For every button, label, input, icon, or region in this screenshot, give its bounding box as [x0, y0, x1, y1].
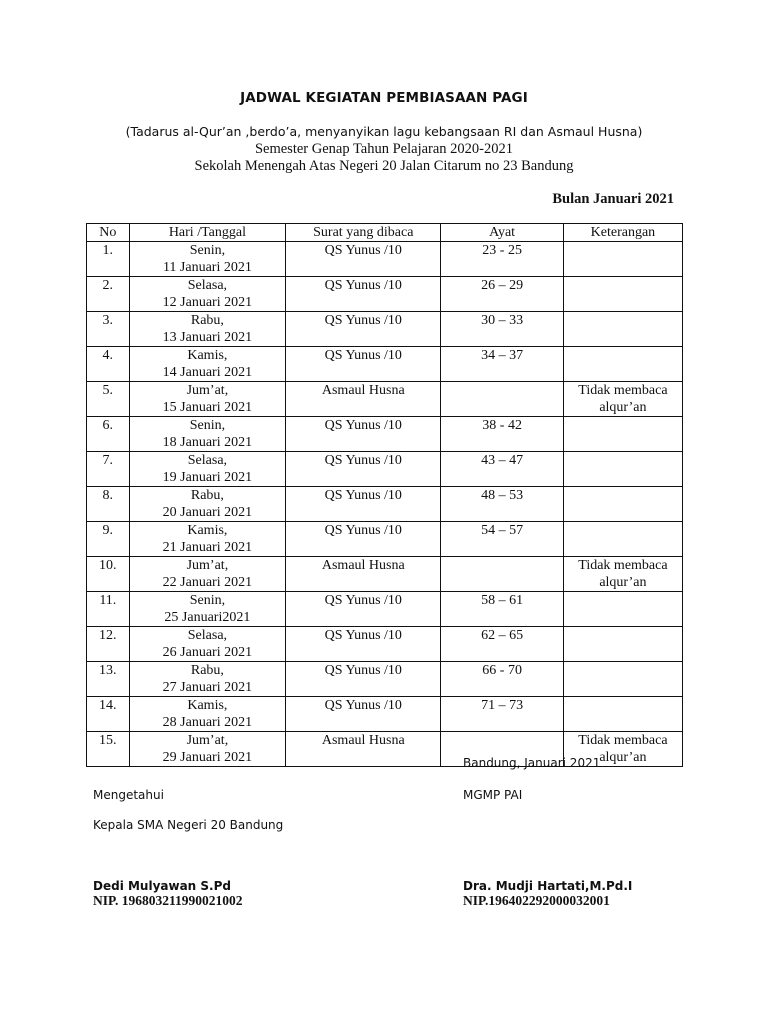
month-label: Bulan Januari 2021 — [552, 191, 674, 207]
cell-day-date — [129, 697, 286, 732]
row-date: 28 Januari 2021 — [162, 715, 253, 730]
cell-surah — [286, 312, 441, 347]
acknowledged-label: Mengetahui — [93, 788, 164, 802]
cell-surah — [286, 592, 441, 627]
schedule-body — [87, 242, 683, 767]
cell-note — [563, 662, 682, 697]
table-row — [87, 627, 683, 662]
row-note-line1: Tidak membaca — [578, 383, 668, 398]
cell-day-date — [129, 417, 286, 452]
cell-surah — [286, 662, 441, 697]
row-note-line1: Tidak membaca — [578, 733, 668, 748]
cell-note — [563, 347, 682, 382]
table-row — [87, 382, 683, 417]
row-date: 13 Januari 2021 — [162, 330, 253, 345]
cell-day-date — [129, 592, 286, 627]
cell-day-date — [129, 662, 286, 697]
row-day: Jum’at, — [186, 733, 229, 748]
row-ayat: 66 - 70 — [482, 663, 522, 678]
row-number: 10. — [99, 558, 117, 573]
row-date: 12 Januari 2021 — [162, 295, 253, 310]
row-day: Rabu, — [190, 313, 224, 328]
row-surah: QS Yunus /10 — [324, 453, 402, 468]
row-surah: Asmaul Husna — [321, 558, 405, 573]
cell-ayat — [441, 697, 563, 732]
row-note-line2: alqur’an — [599, 575, 647, 590]
cell-ayat — [441, 347, 563, 382]
cell-surah — [286, 417, 441, 452]
header-note: Keterangan — [563, 224, 682, 242]
table-row — [87, 592, 683, 627]
cell-day-date — [129, 732, 286, 767]
cell-no — [87, 627, 130, 662]
row-ayat: 43 – 47 — [481, 453, 524, 468]
cell-no — [87, 697, 130, 732]
cell-surah — [286, 732, 441, 767]
row-day: Kamis, — [187, 348, 228, 363]
row-day: Selasa, — [187, 453, 228, 468]
row-number: 14. — [99, 698, 117, 713]
cell-note — [563, 417, 682, 452]
cell-note — [563, 557, 682, 592]
cell-no — [87, 452, 130, 487]
row-day: Kamis, — [187, 698, 228, 713]
row-date: 11 Januari 2021 — [162, 260, 252, 275]
row-surah: QS Yunus /10 — [324, 278, 402, 293]
cell-surah — [286, 557, 441, 592]
row-ayat: 62 – 65 — [481, 628, 524, 643]
cell-note — [563, 382, 682, 417]
row-ayat: 26 – 29 — [481, 278, 524, 293]
row-surah: Asmaul Husna — [321, 383, 405, 398]
cell-surah — [286, 347, 441, 382]
row-day: Rabu, — [190, 488, 224, 503]
table-row — [87, 662, 683, 697]
cell-ayat — [441, 522, 563, 557]
table-row — [87, 557, 683, 592]
cell-ayat — [441, 592, 563, 627]
row-number: 9. — [102, 523, 114, 538]
cell-ayat — [441, 382, 563, 417]
cell-ayat — [441, 487, 563, 522]
cell-ayat — [441, 557, 563, 592]
cell-ayat — [441, 277, 563, 312]
row-number: 1. — [102, 243, 114, 258]
cell-surah — [286, 487, 441, 522]
cell-ayat — [441, 627, 563, 662]
cell-note — [563, 452, 682, 487]
row-number: 6. — [102, 418, 114, 433]
table-row — [87, 277, 683, 312]
table-header-row — [87, 224, 683, 242]
document-subtitle: (Tadarus al-Qur’an ,berdo’a, menyanyikan lagu kebangsaan RI dan Asmaul Husna) — [125, 124, 643, 139]
cell-day-date — [129, 627, 286, 662]
cell-ayat — [441, 242, 563, 277]
row-surah: QS Yunus /10 — [324, 663, 402, 678]
cell-no — [87, 277, 130, 312]
row-day: Rabu, — [190, 663, 224, 678]
cell-surah — [286, 382, 441, 417]
row-date: 29 Januari 2021 — [162, 750, 253, 765]
row-number: 8. — [102, 488, 114, 503]
schedule-table — [86, 223, 683, 767]
cell-surah — [286, 522, 441, 557]
document-title: JADWAL KEGIATAN PEMBIASAAN PAGI — [240, 90, 528, 106]
row-date: 22 Januari 2021 — [162, 575, 253, 590]
cell-no — [87, 487, 130, 522]
row-number: 11. — [99, 593, 117, 608]
table-row — [87, 417, 683, 452]
row-day: Jum’at, — [186, 383, 229, 398]
cell-no — [87, 592, 130, 627]
cell-day-date — [129, 382, 286, 417]
row-date: 26 Januari 2021 — [162, 645, 253, 660]
table-row — [87, 312, 683, 347]
cell-no — [87, 347, 130, 382]
cell-note — [563, 522, 682, 557]
cell-no — [87, 557, 130, 592]
row-day: Selasa, — [187, 278, 228, 293]
row-date: 15 Januari 2021 — [162, 400, 253, 415]
row-number: 7. — [102, 453, 114, 468]
table-row — [87, 522, 683, 557]
cell-day-date — [129, 522, 286, 557]
row-surah: QS Yunus /10 — [324, 313, 402, 328]
row-number: 5. — [102, 383, 114, 398]
table-row — [87, 347, 683, 382]
semester-line: Semester Genap Tahun Pelajaran 2020-2021 — [254, 141, 514, 157]
cell-day-date — [129, 452, 286, 487]
cell-note — [563, 312, 682, 347]
row-date: 20 Januari 2021 — [162, 505, 253, 520]
row-surah: QS Yunus /10 — [324, 243, 402, 258]
row-date: 25 Januari2021 — [164, 610, 251, 625]
row-number: 13. — [99, 663, 117, 678]
row-day: Senin, — [189, 243, 226, 258]
header-ayat: Ayat — [441, 224, 563, 242]
row-surah: QS Yunus /10 — [324, 488, 402, 503]
row-ayat: 23 - 25 — [482, 243, 522, 258]
row-date: 21 Januari 2021 — [162, 540, 253, 555]
cell-ayat — [441, 312, 563, 347]
row-number: 3. — [102, 313, 114, 328]
cell-surah — [286, 697, 441, 732]
row-ayat: 58 – 61 — [481, 593, 524, 608]
cell-note — [563, 277, 682, 312]
cell-note — [563, 697, 682, 732]
cell-day-date — [129, 277, 286, 312]
row-note-line1: Tidak membaca — [578, 558, 668, 573]
row-surah: QS Yunus /10 — [324, 698, 402, 713]
cell-day-date — [129, 487, 286, 522]
principal-name: Dedi Mulyawan S.Pd — [93, 879, 231, 893]
row-day: Selasa, — [187, 628, 228, 643]
row-number: 2. — [102, 278, 114, 293]
row-date: 19 Januari 2021 — [162, 470, 253, 485]
row-number: 15. — [99, 733, 117, 748]
cell-ayat — [441, 662, 563, 697]
row-surah: Asmaul Husna — [321, 733, 405, 748]
cell-no — [87, 522, 130, 557]
row-day: Kamis, — [187, 523, 228, 538]
row-number: 4. — [102, 348, 114, 363]
cell-note — [563, 242, 682, 277]
table-row — [87, 242, 683, 277]
row-date: 18 Januari 2021 — [162, 435, 253, 450]
cell-no — [87, 732, 130, 767]
teacher-nip: NIP.196402292000032001 — [463, 893, 610, 908]
row-surah: QS Yunus /10 — [324, 593, 402, 608]
cell-day-date — [129, 242, 286, 277]
header-surah: Surat yang dibaca — [286, 224, 441, 242]
cell-day-date — [129, 312, 286, 347]
header-day-date: Hari /Tanggal — [129, 224, 286, 242]
row-ayat: 48 – 53 — [481, 488, 524, 503]
principal-title: Kepala SMA Negeri 20 Bandung — [93, 818, 284, 832]
place-date: Bandung, Januari 2021 — [463, 756, 601, 770]
row-ayat: 30 – 33 — [481, 313, 524, 328]
row-day: Senin, — [189, 418, 226, 433]
row-surah: QS Yunus /10 — [324, 348, 402, 363]
cell-no — [87, 662, 130, 697]
row-surah: QS Yunus /10 — [324, 418, 402, 433]
row-ayat: 71 – 73 — [481, 698, 524, 713]
cell-ayat — [441, 417, 563, 452]
teacher-name: Dra. Mudji Hartati,M.Pd.I — [463, 879, 633, 893]
table-row — [87, 452, 683, 487]
mgmp-label: MGMP PAI — [463, 788, 523, 802]
row-date: 14 Januari 2021 — [162, 365, 253, 380]
table-row — [87, 697, 683, 732]
row-date: 27 Januari 2021 — [162, 680, 253, 695]
cell-no — [87, 417, 130, 452]
cell-day-date — [129, 557, 286, 592]
cell-no — [87, 312, 130, 347]
cell-ayat — [441, 452, 563, 487]
row-day: Senin, — [189, 593, 226, 608]
cell-surah — [286, 277, 441, 312]
cell-day-date — [129, 347, 286, 382]
row-day: Jum’at, — [186, 558, 229, 573]
cell-surah — [286, 242, 441, 277]
cell-surah — [286, 627, 441, 662]
principal-nip: NIP. 196803211990021002 — [93, 893, 243, 908]
cell-surah — [286, 452, 441, 487]
row-note-line2: alqur’an — [599, 750, 647, 765]
school-line: Sekolah Menengah Atas Negeri 20 Jalan Citarum no 23 Bandung — [194, 158, 574, 174]
row-ayat: 34 – 37 — [481, 348, 524, 363]
cell-no — [87, 242, 130, 277]
cell-no — [87, 382, 130, 417]
table-row — [87, 487, 683, 522]
row-surah: QS Yunus /10 — [324, 523, 402, 538]
row-ayat: 54 – 57 — [481, 523, 524, 538]
cell-note — [563, 592, 682, 627]
row-ayat: 38 - 42 — [482, 418, 522, 433]
cell-note — [563, 487, 682, 522]
row-surah: QS Yunus /10 — [324, 628, 402, 643]
row-number: 12. — [99, 628, 117, 643]
row-note-line2: alqur’an — [599, 400, 647, 415]
cell-note — [563, 627, 682, 662]
header-no: No — [87, 224, 130, 242]
